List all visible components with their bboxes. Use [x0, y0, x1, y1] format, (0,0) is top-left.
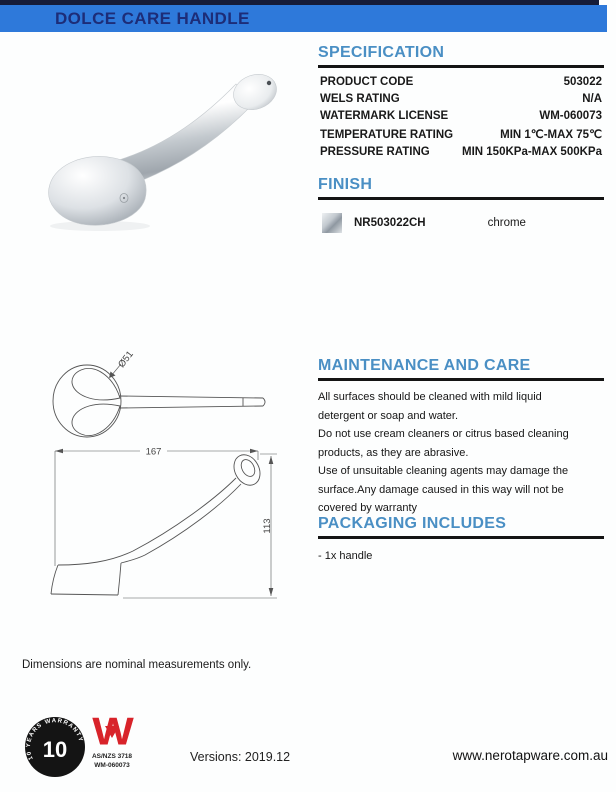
section-rule	[318, 378, 604, 381]
spec-label: WATERMARK LICENSE	[320, 109, 449, 122]
photo-glint	[267, 81, 271, 85]
spec-value: 503022	[563, 75, 602, 88]
dimensions-footnote: Dimensions are nominal measurements only.	[22, 659, 252, 671]
spec-label: WELS RATING	[320, 92, 400, 105]
drawing-bar-top	[119, 396, 263, 398]
title-bar	[0, 5, 607, 32]
maintenance-section	[318, 357, 604, 518]
care-line: detergent or soap and water.	[318, 409, 459, 422]
dim167-arrow-right	[250, 449, 258, 454]
drawing-upper-leaf	[72, 368, 120, 399]
version-text: Versions: 2019.12	[190, 750, 291, 764]
care-line: Use of unsuitable cleaning agents may damage the	[318, 465, 569, 477]
warranty-badge	[24, 714, 88, 780]
drawing-head-outer	[229, 450, 265, 490]
maintenance-title: MAINTENANCE AND CARE	[318, 357, 531, 374]
spec-value: MIN 1℃-MAX 75℃	[500, 129, 602, 142]
finish-name: chrome	[487, 217, 526, 229]
length-label: 167	[145, 446, 162, 458]
watermark-w-icon: W	[92, 710, 132, 754]
care-line: products, as they are abrasive.	[318, 446, 469, 459]
table-row	[318, 125, 604, 144]
packaging-section	[318, 515, 604, 562]
spec-label: PRESSURE RATING	[320, 146, 430, 159]
drawing-base-bottom	[51, 594, 118, 595]
product-photo	[12, 52, 307, 232]
drawing-base-left	[51, 565, 58, 594]
drawing-bar-end	[263, 398, 265, 406]
section-rule	[318, 65, 604, 68]
specification-table	[318, 73, 604, 161]
spec-label: PRODUCT CODE	[320, 75, 414, 88]
dimension-drawing	[15, 348, 305, 613]
spec-value: MIN 150KPa-MAX 500KPa	[462, 146, 602, 159]
badge-years: 10	[42, 737, 68, 762]
dim113-arrow-bottom	[269, 588, 274, 596]
table-row	[318, 107, 604, 124]
height-label: 113	[262, 518, 273, 534]
table-row	[318, 73, 604, 90]
packaging-item: - 1x handle	[318, 550, 373, 562]
watermark-arrow-icon	[105, 726, 119, 738]
finish-section	[318, 176, 604, 233]
chrome-swatch	[322, 213, 342, 233]
watermark-license: WM-060073	[94, 762, 130, 769]
packaging-title: PACKAGING INCLUDES	[318, 515, 507, 532]
badge-arc-text: 10 YEARS WARRANTY	[25, 718, 84, 761]
specification-title: SPECIFICATION	[318, 44, 445, 61]
spec-value: N/A	[582, 92, 602, 105]
drawing-base-right	[118, 563, 121, 595]
watermark-logo	[84, 712, 140, 770]
finish-code: NR503022CH	[354, 217, 426, 229]
page-title: DOLCE CARE HANDLE	[55, 8, 250, 28]
drawing-bar-bottom	[119, 406, 263, 408]
care-line: All surfaces should be cleaned with mild liquid	[318, 391, 542, 403]
section-rule	[318, 197, 604, 200]
dim113-arrow-top	[269, 456, 274, 464]
care-line: Do not use cream cleaners or citrus based cleaning	[318, 428, 569, 440]
website-link[interactable]: www.nerotapware.com.au	[452, 748, 608, 763]
section-rule	[318, 536, 604, 539]
drawing-lever-bottom	[121, 484, 241, 563]
spec-label: TEMPERATURE RATING	[320, 129, 454, 142]
finish-row	[318, 213, 604, 233]
photo-screw-dot	[123, 197, 125, 199]
care-line: surface.Any damage caused in this way will not be	[318, 483, 564, 496]
diameter-label: Ø51	[116, 348, 136, 370]
care-line: covered by warranty	[318, 502, 418, 514]
finish-title: FINISH	[318, 176, 373, 193]
dim167-arrow-left	[55, 449, 63, 454]
watermark-standard: AS/NZS 3718	[91, 753, 133, 760]
maintenance-text	[318, 388, 604, 518]
spec-value: WM-060073	[539, 109, 602, 122]
drawing-lower-leaf	[72, 404, 120, 435]
table-row	[318, 90, 604, 107]
specification-section	[318, 44, 604, 161]
photo-dome-base	[49, 156, 147, 225]
drawing-lever-top	[58, 478, 236, 565]
table-row	[318, 144, 604, 161]
